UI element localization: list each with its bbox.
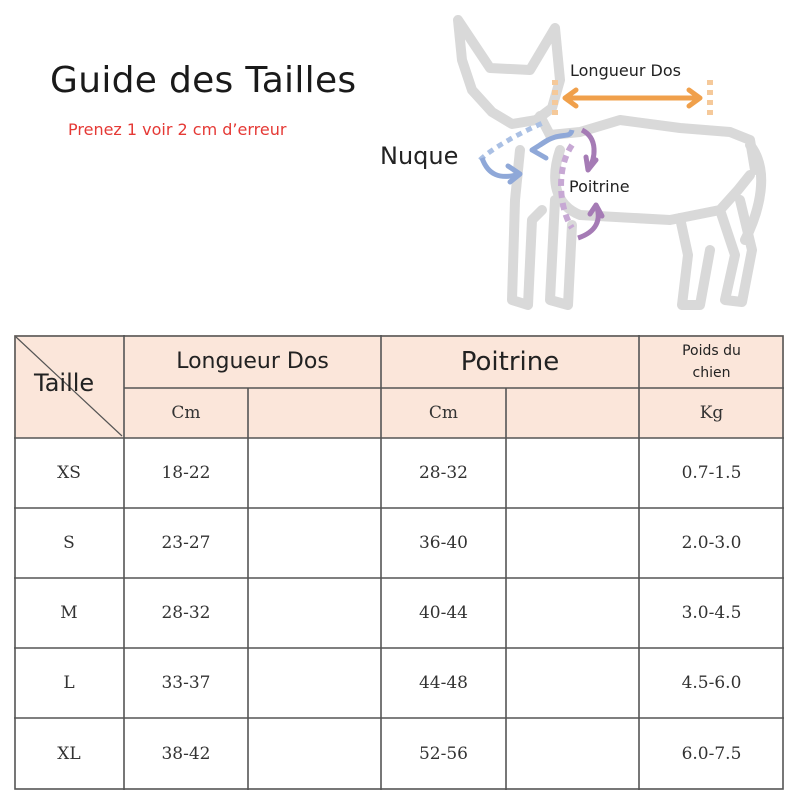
chest-label: Poitrine [569, 177, 630, 196]
table-cell-weight: 2.0-3.0 [681, 533, 742, 553]
table-cell-size: L [63, 673, 75, 693]
table-cell-back: 18-22 [161, 463, 211, 483]
table-cell-chest: 40-44 [418, 603, 468, 623]
table-cell-chest: 28-32 [418, 463, 468, 483]
table-cell-size: M [60, 603, 78, 623]
table-cell-size: XL [57, 744, 81, 764]
table-cell-chest: 36-40 [418, 533, 468, 553]
table-cell-back: 33-37 [161, 673, 211, 693]
table-cell-weight: 4.5-6.0 [681, 673, 742, 693]
neck-label: Nuque [380, 142, 459, 170]
page-title: Guide des Tailles [50, 60, 357, 101]
weight-unit: Kg [639, 388, 784, 438]
table-cell-weight: 6.0-7.5 [681, 744, 742, 764]
back-unit: Cm [124, 388, 248, 438]
size-table [14, 335, 784, 790]
chest-unit: Cm [381, 388, 506, 438]
table-cell-back: 38-42 [161, 744, 211, 764]
chest-header: Poitrine [381, 335, 639, 388]
table-cell-chest: 52-56 [418, 744, 468, 764]
table-cell-back: 23-27 [161, 533, 211, 553]
page-subtitle: Prenez 1 voir 2 cm d’erreur [68, 120, 287, 139]
back-length-header: Longueur Dos [124, 335, 381, 388]
table-cell-weight: 3.0-4.5 [681, 603, 742, 623]
table-cell-back: 28-32 [161, 603, 211, 623]
weight-header: Poids du chien [639, 335, 784, 388]
size-column-label: Taille [34, 369, 95, 397]
table-cell-weight: 0.7-1.5 [681, 463, 742, 483]
table-cell-size: S [63, 533, 75, 553]
table-cell-chest: 44-48 [418, 673, 468, 693]
table-grid [14, 335, 784, 790]
back-length-label: Longueur Dos [570, 61, 681, 80]
dog-illustration [420, 0, 800, 330]
table-cell-size: XS [57, 463, 81, 483]
